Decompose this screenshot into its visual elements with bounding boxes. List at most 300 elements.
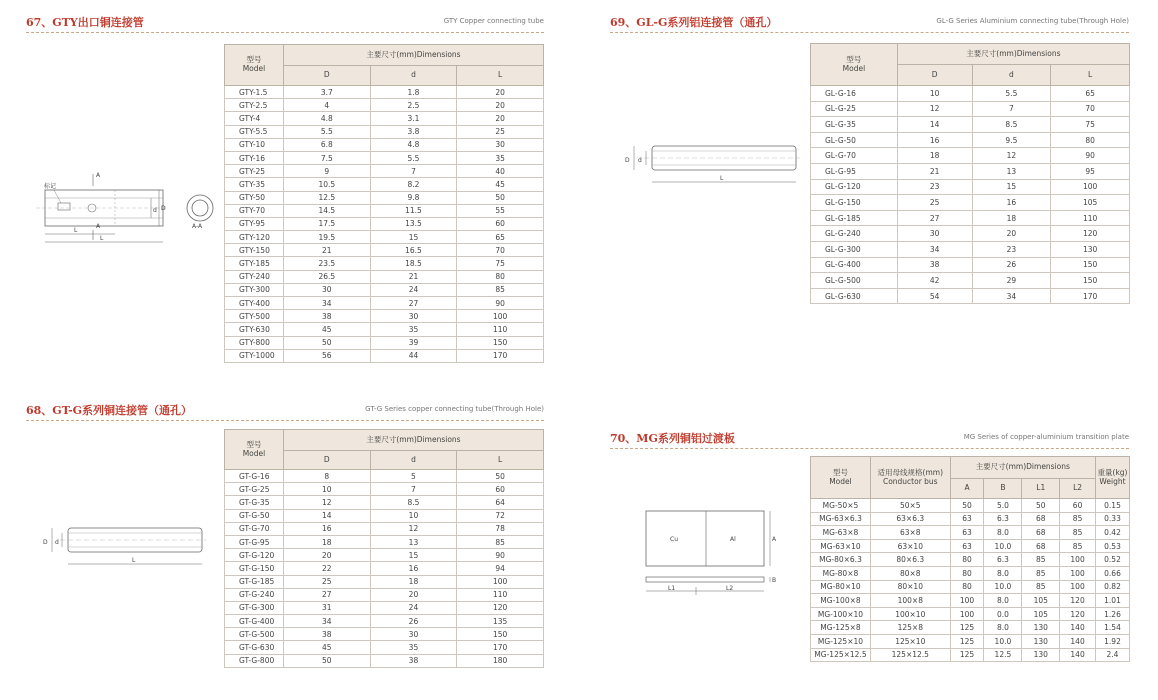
col-a-header: A [950,479,984,499]
value-cell: 25 [283,575,370,588]
model-cell: GT-G-120 [225,549,284,562]
value-cell: 8.0 [984,621,1022,635]
value-cell: 0.42 [1096,526,1130,540]
section-67 [26,12,544,34]
value-cell: 63×10 [870,539,950,553]
model-cell: GL-G-70 [811,148,898,164]
table-row [811,634,1130,648]
col-l1-header: L1 [1022,479,1060,499]
model-cell: GT-G-500 [225,628,284,641]
value-cell: 13 [370,535,457,548]
length-l1-label: L1 [668,585,676,592]
value-cell: 130 [1022,621,1060,635]
model-cell: GL-G-50 [811,132,898,148]
table-row [225,654,544,667]
inner-length-label: L [74,227,78,234]
value-cell: 8.0 [984,526,1022,540]
table-row [225,470,544,483]
gt-g-spec-table [224,429,544,668]
length-label: L [720,175,724,182]
value-cell: 150 [457,336,544,349]
value-cell: 20 [370,588,457,601]
mg-plate-diagram [640,505,780,604]
table-row [225,601,544,614]
value-cell: 130 [1051,241,1130,257]
model-cell: GTY-1.5 [225,86,284,99]
value-cell: 80 [950,580,984,594]
value-cell: 35 [457,151,544,164]
model-cell: MG-125×12.5 [811,648,871,662]
value-cell: 30 [283,283,370,296]
value-cell: 18 [283,535,370,548]
value-cell: 38 [283,628,370,641]
col-d-small-header: d [370,451,457,470]
value-cell: 38 [283,310,370,323]
dimensions-header: 主要尺寸(mm)Dimensions [897,44,1129,65]
value-cell: 10 [370,509,457,522]
model-cell: GL-G-630 [811,288,898,304]
value-cell: 80 [1051,132,1130,148]
value-cell: 5.0 [984,499,1022,513]
value-cell: 3.1 [370,112,457,125]
table-row [225,125,544,138]
value-cell: 35 [370,323,457,336]
value-cell: 45 [457,178,544,191]
value-cell: 12 [897,101,972,117]
value-cell: 80×6.3 [870,553,950,567]
value-cell: 110 [457,323,544,336]
value-cell: 105 [1022,607,1060,621]
model-cell: MG-100×8 [811,594,871,608]
value-cell: 22 [283,562,370,575]
conductor-bus-header: 适用母线规格(mm) Conductor bus [870,457,950,499]
weight-header: 重量(kg) Weight [1096,457,1130,499]
value-cell: 1.8 [370,86,457,99]
model-cell: GT-G-150 [225,562,284,575]
value-cell: 26 [972,257,1051,273]
table-row [225,615,544,628]
dimensions-header: 主要尺寸(mm)Dimensions [283,45,543,66]
table-row [811,210,1130,226]
value-cell: 25 [457,125,544,138]
table-row [811,241,1130,257]
model-cell: GT-G-50 [225,509,284,522]
table-row [225,86,544,99]
value-cell: 38 [897,257,972,273]
gty-spec-table [224,44,544,363]
value-cell: 68 [1022,526,1060,540]
table-row [225,217,544,230]
table-row [225,257,544,270]
model-cell: MG-100×10 [811,607,871,621]
value-cell: 85 [1060,512,1096,526]
value-cell: 16 [370,562,457,575]
value-cell: 110 [457,588,544,601]
value-cell: 50 [283,336,370,349]
table-row [811,117,1130,133]
value-cell: 1.54 [1096,621,1130,635]
value-cell: 140 [1060,648,1096,662]
value-cell: 20 [457,112,544,125]
value-cell: 80×10 [870,580,950,594]
aluminium-label: Al [730,536,736,543]
col-d-header: D [283,66,370,86]
table-row [811,132,1130,148]
value-cell: 130 [1022,634,1060,648]
section-header [26,12,544,33]
value-cell: 3.8 [370,125,457,138]
inner-diameter-label: d [153,207,157,214]
value-cell: 6.3 [984,512,1022,526]
table-row [811,607,1130,621]
value-cell: 20 [283,549,370,562]
value-cell: 15 [370,231,457,244]
table-row [225,588,544,601]
outer-diameter-label: D [625,157,630,164]
value-cell: 50 [1022,499,1060,513]
section-header [26,400,544,421]
model-cell: MG-125×10 [811,634,871,648]
section-subtitle: MG Series of copper-aluminium transition plate [963,433,1129,441]
value-cell: 68 [1022,539,1060,553]
value-cell: 135 [457,615,544,628]
model-cell: GTY-150 [225,244,284,257]
value-cell: 24 [370,283,457,296]
model-cell: GTY-400 [225,297,284,310]
value-cell: 8.0 [984,566,1022,580]
value-cell: 8 [283,470,370,483]
model-cell: GTY-240 [225,270,284,283]
table-row [225,323,544,336]
model-cell: MG-63×10 [811,539,871,553]
value-cell: 39 [370,336,457,349]
value-cell: 0.82 [1096,580,1130,594]
model-cell: GT-G-95 [225,535,284,548]
value-cell: 125 [950,634,984,648]
mg-spec-table [810,456,1130,662]
value-cell: 64 [457,496,544,509]
table-row [811,86,1130,102]
table-row [811,179,1130,195]
value-cell: 1.01 [1096,594,1130,608]
value-cell: 85 [1022,553,1060,567]
value-cell: 75 [1051,117,1130,133]
value-cell: 14.5 [283,204,370,217]
dimensions-header: 主要尺寸(mm)Dimensions [283,430,543,451]
inner-diameter-label: d [638,157,642,164]
table-row [225,509,544,522]
value-cell: 90 [457,297,544,310]
col-l2-header: L2 [1060,479,1096,499]
value-cell: 13.5 [370,217,457,230]
value-cell: 16.5 [370,244,457,257]
value-cell: 6.8 [283,138,370,151]
value-cell: 120 [457,601,544,614]
table-row [811,163,1130,179]
value-cell: 150 [1051,257,1130,273]
value-cell: 63 [950,539,984,553]
value-cell: 60 [457,217,544,230]
value-cell: 14 [283,509,370,522]
section-header [610,428,1129,449]
value-cell: 50×5 [870,499,950,513]
table-row [225,165,544,178]
value-cell: 2.5 [370,99,457,112]
value-cell: 11.5 [370,204,457,217]
model-cell: GL-G-16 [811,86,898,102]
value-cell: 23 [897,179,972,195]
table-row [225,138,544,151]
section-view-label: A-A [192,223,203,230]
value-cell: 56 [283,349,370,362]
value-cell: 90 [457,549,544,562]
value-cell: 34 [283,297,370,310]
value-cell: 70 [1051,101,1130,117]
model-cell: MG-80×8 [811,566,871,580]
value-cell: 7 [370,483,457,496]
value-cell: 10.0 [984,634,1022,648]
value-cell: 100 [950,607,984,621]
table-row [225,270,544,283]
table-row [225,231,544,244]
model-cell: GTY-5.5 [225,125,284,138]
value-cell: 27 [897,210,972,226]
value-cell: 21 [897,163,972,179]
value-cell: 24 [370,601,457,614]
table-row [225,310,544,323]
value-cell: 60 [1060,499,1096,513]
value-cell: 31 [283,601,370,614]
value-cell: 18 [370,575,457,588]
value-cell: 8.0 [984,594,1022,608]
model-cell: GT-G-630 [225,641,284,654]
model-cell: GL-G-300 [811,241,898,257]
section-69 [610,12,1129,34]
value-cell: 10 [283,483,370,496]
gt-g-tube-diagram [40,522,210,576]
length-label: L [132,557,136,564]
section-title: 69、GL-G系列铝连接管（通孔） [610,16,778,29]
model-cell: GTY-120 [225,231,284,244]
value-cell: 0.52 [1096,553,1130,567]
value-cell: 68 [1022,512,1060,526]
value-cell: 85 [1060,539,1096,553]
length-l2-label: L2 [726,585,734,592]
value-cell: 65 [1051,86,1130,102]
value-cell: 50 [283,654,370,667]
value-cell: 80×8 [870,566,950,580]
value-cell: 5 [370,470,457,483]
value-cell: 2.4 [1096,648,1130,662]
model-cell: GT-G-300 [225,601,284,614]
value-cell: 17.5 [283,217,370,230]
value-cell: 80 [950,553,984,567]
value-cell: 180 [457,654,544,667]
value-cell: 10.5 [283,178,370,191]
value-cell: 90 [1051,148,1130,164]
value-cell: 110 [1051,210,1130,226]
value-cell: 150 [1051,273,1130,289]
length-label: L [100,235,104,242]
table-row [811,594,1130,608]
table-row [811,273,1130,289]
value-cell: 5.5 [370,151,457,164]
value-cell: 34 [897,241,972,257]
model-cell: MG-50×5 [811,499,871,513]
value-cell: 0.0 [984,607,1022,621]
table-row [811,195,1130,211]
model-header: 型号 Model [811,44,898,86]
value-cell: 170 [457,349,544,362]
value-cell: 30 [897,226,972,242]
table-row [811,553,1130,567]
value-cell: 0.15 [1096,499,1130,513]
value-cell: 45 [283,641,370,654]
value-cell: 30 [370,310,457,323]
table-row [225,297,544,310]
outer-diameter-label: D [43,539,48,546]
section-subtitle: GL-G Series Aluminium connecting tube(Through Hole) [936,17,1129,25]
section-a-label: A [96,172,101,179]
table-row [225,483,544,496]
model-cell: GTY-800 [225,336,284,349]
table-row [225,99,544,112]
table-row [811,512,1130,526]
value-cell: 85 [1022,566,1060,580]
value-cell: 125×8 [870,621,950,635]
value-cell: 16 [972,195,1051,211]
width-a-label: A [772,536,777,543]
section-a-label-bottom: A [96,223,101,230]
table-row [225,244,544,257]
model-cell: GT-G-240 [225,588,284,601]
value-cell: 35 [370,641,457,654]
model-cell: GT-G-25 [225,483,284,496]
value-cell: 0.33 [1096,512,1130,526]
col-l-header: L [1051,65,1130,86]
value-cell: 63×8 [870,526,950,540]
model-cell: GT-G-400 [225,615,284,628]
value-cell: 6.3 [984,553,1022,567]
model-cell: GTY-16 [225,151,284,164]
model-cell: MG-125×8 [811,621,871,635]
col-b-header: B [984,479,1022,499]
model-cell: GT-G-185 [225,575,284,588]
dimensions-header: 主要尺寸(mm)Dimensions [950,457,1095,479]
section-subtitle: GT-G Series copper connecting tube(Through Hole) [365,405,544,413]
model-cell: MG-63×8 [811,526,871,540]
value-cell: 70 [457,244,544,257]
value-cell: 85 [1060,526,1096,540]
model-cell: GL-G-185 [811,210,898,226]
value-cell: 13 [972,163,1051,179]
value-cell: 150 [457,628,544,641]
gl-g-tube-diagram [622,140,802,194]
value-cell: 20 [972,226,1051,242]
value-cell: 100 [1060,580,1096,594]
value-cell: 9 [283,165,370,178]
value-cell: 21 [283,244,370,257]
table-row [225,112,544,125]
model-cell: GTY-300 [225,283,284,296]
value-cell: 63 [950,512,984,526]
value-cell: 7.5 [283,151,370,164]
value-cell: 40 [457,165,544,178]
col-d-small-header: d [370,66,457,86]
value-cell: 0.66 [1096,566,1130,580]
model-cell: MG-63×6.3 [811,512,871,526]
value-cell: 50 [457,470,544,483]
model-cell: GTY-70 [225,204,284,217]
value-cell: 9.5 [972,132,1051,148]
value-cell: 15 [370,549,457,562]
table-row [811,288,1130,304]
table-row [225,641,544,654]
gl-g-spec-table [810,43,1130,304]
value-cell: 170 [1051,288,1130,304]
value-cell: 38 [370,654,457,667]
value-cell: 10.0 [984,580,1022,594]
col-l-header: L [457,66,544,86]
model-cell: GTY-50 [225,191,284,204]
section-title: 68、GT-G系列铜连接管（通孔） [26,404,193,417]
model-cell: GL-G-25 [811,101,898,117]
model-cell: GL-G-150 [811,195,898,211]
value-cell: 100 [1060,566,1096,580]
value-cell: 125 [950,621,984,635]
section-68 [26,400,544,422]
value-cell: 125 [950,648,984,662]
inner-diameter-label: d [55,539,59,546]
value-cell: 100×10 [870,607,950,621]
value-cell: 63 [950,526,984,540]
value-cell: 8.2 [370,178,457,191]
value-cell: 12 [370,522,457,535]
col-d-header: D [897,65,972,86]
value-cell: 5.5 [283,125,370,138]
value-cell: 18 [972,210,1051,226]
value-cell: 120 [1060,607,1096,621]
model-cell: GTY-35 [225,178,284,191]
value-cell: 19.5 [283,231,370,244]
value-cell: 12 [972,148,1051,164]
model-cell: GTY-4 [225,112,284,125]
value-cell: 63×6.3 [870,512,950,526]
value-cell: 18.5 [370,257,457,270]
outer-diameter-label: D [161,205,166,212]
value-cell: 29 [972,273,1051,289]
value-cell: 100 [1051,179,1130,195]
table-row [225,151,544,164]
value-cell: 120 [1060,594,1096,608]
value-cell: 21 [370,270,457,283]
model-cell: GTY-500 [225,310,284,323]
value-cell: 12.5 [283,191,370,204]
value-cell: 25 [897,195,972,211]
model-cell: GL-G-95 [811,163,898,179]
table-row [225,336,544,349]
section-70 [610,428,1129,450]
value-cell: 4 [283,99,370,112]
table-row [811,101,1130,117]
value-cell: 44 [370,349,457,362]
value-cell: 27 [283,588,370,601]
value-cell: 26 [370,615,457,628]
model-header: 型号 Model [225,45,284,86]
value-cell: 23.5 [283,257,370,270]
mark-label: 标记 [44,183,57,190]
value-cell: 125×12.5 [870,648,950,662]
